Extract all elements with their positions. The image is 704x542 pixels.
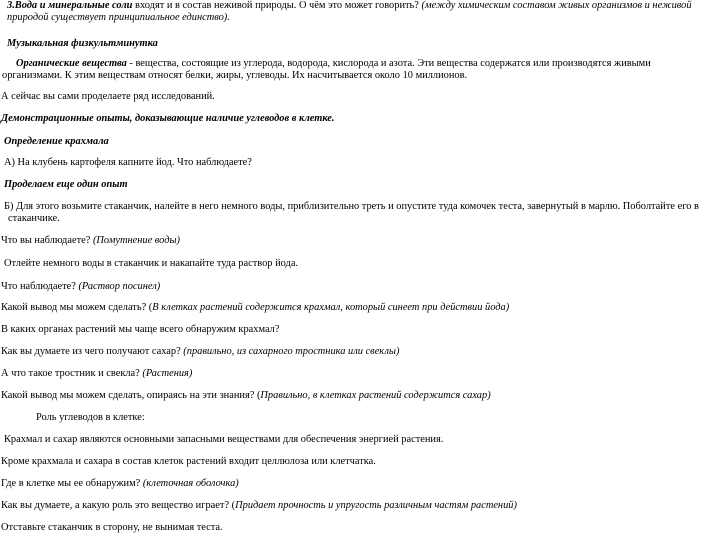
question-text: Что наблюдаете?	[1, 281, 79, 292]
answer-note: (между химическим составом живых организмов и неживой	[418, 0, 692, 11]
question-b: Б) Для этого возьмите стаканчик, налейте в него немного воды, приблизительно треть и опустите туда комочек теста, завернутый в марлю. Поболтайте его в	[4, 201, 699, 212]
paragraph-organic-continued: организмами. К этим веществам относят белки, жиры, углеводы. Их насчитывается около 10 миллионов.	[2, 70, 468, 81]
question-text: Что вы наблюдаете?	[1, 235, 93, 246]
heading-fizminutka: Музыкальная физкультминутка	[7, 38, 158, 49]
paragraph-research: А сейчас вы сами проделаете ряд исследований.	[1, 91, 215, 102]
heading-experiment: Проделаем еще один опыт	[4, 179, 128, 190]
paragraph-text: - вещества, состоящие из углерода, водорода, кислорода и азота. Эти вещества содержатся или производятся живыми	[126, 58, 651, 69]
answer-note-continued: природой существует принципиальное единство).	[7, 12, 230, 23]
term-organic: Органические вещества	[16, 58, 127, 69]
question-where	[1, 478, 239, 490]
paragraph-storage: Крахмал и сахар являются основными запасными веществами для обеспечения энергией растения.	[4, 434, 444, 445]
paragraph-cellulose: Кроме крахмала и сахара в состав клеток растений входит целлюлоза или клетчатка.	[1, 456, 376, 467]
question-observe-2	[1, 281, 160, 293]
paragraph-text: входят и в состав неживой природы. О чём это может говорить?	[132, 0, 419, 11]
answer-text: (Раствор посинел)	[78, 281, 161, 292]
answer-text: (Растения)	[142, 368, 193, 379]
heading-role: Роль углеводов в клетке:	[36, 412, 145, 423]
paragraph-pour: Отлейте немного воды в стаканчик и накапайте туда раствор йода.	[4, 258, 299, 269]
question-role	[1, 500, 517, 512]
question-a: А) На клубень картофеля капните йод. Что наблюдаете?	[4, 157, 252, 168]
question-b-continued: стаканчике.	[8, 213, 60, 224]
answer-text: Правильно, в клетках растений содержится сахар)	[260, 390, 491, 401]
question-text: Как вы думаете из чего получают сахар?	[1, 346, 184, 357]
answer-text: В клетках растений содержится крахмал, который синеет при действии йода)	[152, 302, 510, 313]
question-text: Какой вывод мы можем сделать, опираясь на эти знания? (	[1, 390, 261, 401]
answer-text: (клеточная оболочка)	[142, 478, 239, 489]
heading-starch: Определение крахмала	[4, 136, 109, 147]
question-text: Какой вывод мы можем сделать? (	[1, 302, 153, 313]
paragraph-organic	[16, 58, 651, 70]
question-knowledge	[1, 390, 491, 402]
question-text: Где в клетке мы ее обнаружим?	[1, 478, 143, 489]
question-text: Как вы думаете, а какую роль это вещество играет? (	[1, 500, 236, 511]
paragraph-water-salts	[7, 0, 692, 12]
heading-demo: Демонстрационные опыты, доказывающие наличие углеводов в клетке.	[1, 113, 335, 124]
question-cane	[1, 368, 192, 380]
paragraph-lead: 3.Вода и минеральные соли	[7, 0, 133, 11]
question-text: А что такое тростник и свекла?	[1, 368, 143, 379]
paragraph-last: Отставьте стаканчик в сторону, не вынимая теста.	[1, 522, 223, 533]
question-sugar	[1, 346, 399, 358]
answer-text: Придает прочность и упругость различным частям растений)	[235, 500, 517, 511]
answer-text: (Помутнение воды)	[92, 235, 180, 246]
answer-text: (правильно, из сахарного тростника или свеклы)	[183, 346, 400, 357]
question-conclusion	[1, 302, 509, 314]
question-organs: В каких органах растений мы чаще всего обнаружим крахмал?	[1, 324, 280, 335]
question-observe-1	[1, 235, 180, 247]
